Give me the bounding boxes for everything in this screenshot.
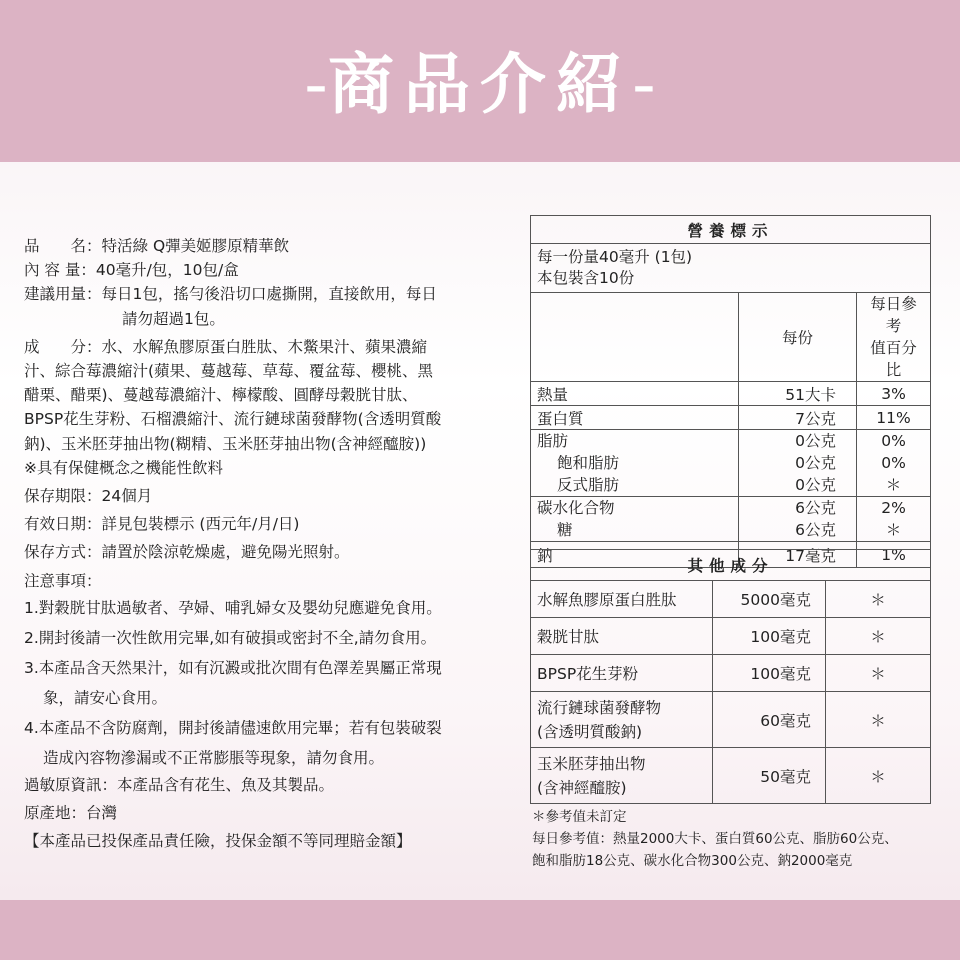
usage-row bbox=[24, 282, 524, 306]
other-pct: ＊ bbox=[826, 748, 931, 804]
nutrient-pct: ＊ bbox=[885, 476, 902, 494]
other-pct: ＊ bbox=[826, 581, 931, 618]
carb-group bbox=[531, 497, 739, 542]
other-name bbox=[531, 692, 713, 748]
nutrition-title: 營養標示 bbox=[531, 216, 931, 244]
other-pct: ＊ bbox=[826, 618, 931, 655]
other-pct: ＊ bbox=[826, 655, 931, 692]
other-name bbox=[531, 748, 713, 804]
footnote-daily-ref-cont: 飽和脂肪18公克、碳水化合物300公克、鈉2000毫克 bbox=[532, 853, 853, 869]
nutrient-name: 脂肪 bbox=[537, 432, 569, 450]
shelf-life: 保存期限：24個月 bbox=[24, 487, 153, 506]
notice-list bbox=[24, 593, 524, 773]
product-name-value: 特活綠 Q彈美姬膠原精華飲 bbox=[101, 237, 290, 255]
other-name: 穀胱甘肽 bbox=[531, 618, 713, 655]
health-note: ※具有保健概念之機能性飲料 bbox=[24, 458, 223, 477]
nutrient-amount: 0公克 bbox=[795, 432, 836, 450]
ingredients-line: 鈉)、玉米胚芽抽出物(糊精、玉米胚芽抽出物(含神經醯胺)) bbox=[24, 434, 427, 453]
fat-group bbox=[531, 430, 739, 497]
notice-item: 4.本產品不含防腐劑，開封後請儘速飲用完畢；若有包裝破裂 bbox=[24, 718, 442, 737]
other-name: 水解魚膠原蛋白胜肽 bbox=[531, 581, 713, 618]
ingredients-row bbox=[24, 335, 524, 359]
nutrient-amount: 6公克 bbox=[795, 521, 836, 539]
carb-amounts bbox=[739, 497, 857, 542]
ingredients-line: 水、水解魚膠原蛋白胜肽、木鱉果汁、蘋果濃縮 bbox=[101, 337, 428, 356]
nutrient-name: 糖 bbox=[557, 521, 573, 539]
nutrient-name: 蛋白質 bbox=[531, 406, 739, 430]
notice-label: 注意事項： bbox=[24, 571, 102, 590]
nutrient-name: 反式脂肪 bbox=[557, 476, 620, 494]
nutrient-amount: 17毫克 bbox=[739, 542, 857, 568]
product-info bbox=[24, 234, 524, 853]
nutrient-name: 熱量 bbox=[531, 382, 739, 406]
carb-pcts bbox=[857, 497, 931, 542]
usage-row-cont: 請勿超過1包。 bbox=[122, 309, 225, 328]
ingredients-line: 醋栗、醋栗)、蔓越莓濃縮汁、檸檬酸、圓酵母穀胱甘肽、 bbox=[24, 386, 418, 405]
product-name-row bbox=[24, 234, 524, 258]
ingredients-line: 汁、綜合莓濃縮汁(蘋果、蔓越莓、草莓、覆盆莓、櫻桃、黑 bbox=[24, 362, 434, 381]
ingredients-label: 成 分： bbox=[24, 337, 102, 356]
other-name: BPSP花生芽粉 bbox=[531, 655, 713, 692]
other-amount: 100毫克 bbox=[713, 618, 826, 655]
usage-value: 每日1包，搖勻後沿切口處撕開，直接飲用，每日 bbox=[101, 285, 437, 304]
other-name-line: (含透明質酸鈉) bbox=[537, 722, 643, 741]
other-name-line: (含神經醯胺) bbox=[537, 778, 627, 797]
ingredients-line: BPSP花生芽粉、石榴濃縮汁、流行鏈球菌發酵物(含透明質酸 bbox=[24, 410, 442, 429]
insurance-note: 【本產品已投保產品責任險，投保金額不等同理賠金額】 bbox=[24, 832, 412, 851]
volume-row bbox=[24, 258, 524, 282]
nutrient-pct: 0% bbox=[881, 454, 906, 472]
volume-label: 內 容 量： bbox=[24, 261, 96, 280]
page-title bbox=[0, 45, 960, 125]
col-daily-value bbox=[857, 293, 931, 382]
notice-item-cont: 象，請安心食用。 bbox=[43, 688, 168, 707]
notice-item-cont: 造成內容物滲漏或不正常膨脹等現象，請勿食用。 bbox=[43, 748, 385, 767]
nutrient-amount: 7公克 bbox=[739, 406, 857, 430]
product-name-label: 品 名： bbox=[24, 237, 102, 255]
nutrient-name: 鈉 bbox=[531, 542, 739, 568]
volume-value: 40毫升/包，10包/盒 bbox=[95, 261, 239, 280]
nutrient-pct: 3% bbox=[857, 382, 931, 406]
nutrient-name: 飽和脂肪 bbox=[557, 454, 620, 472]
col-daily-value-line: 每日參考 bbox=[870, 295, 917, 335]
other-name-line: 流行鏈球菌發酵物 bbox=[537, 698, 662, 717]
other-ingredients-table bbox=[530, 549, 931, 804]
footnotes bbox=[532, 806, 952, 872]
footnote-undefined: ＊參考值未訂定 bbox=[532, 809, 627, 825]
title-dash-right: - bbox=[632, 46, 656, 123]
origin: 原產地：台灣 bbox=[24, 804, 118, 823]
fat-amounts bbox=[739, 430, 857, 497]
header-blank bbox=[531, 293, 739, 382]
nutrient-pct: 11% bbox=[857, 406, 931, 430]
serving-size: 每一份量40毫升 (1包) bbox=[537, 248, 693, 266]
nutrient-amount: 0公克 bbox=[795, 476, 836, 494]
fat-pcts bbox=[857, 430, 931, 497]
nutrient-pct: 2% bbox=[881, 499, 906, 517]
other-pct: ＊ bbox=[826, 692, 931, 748]
expiry-date: 有效日期：詳見包裝標示 (西元年/月/日) bbox=[24, 515, 300, 534]
nutrient-pct: 0% bbox=[881, 432, 906, 450]
nutrient-pct: 1% bbox=[857, 542, 931, 568]
col-per-serving: 每份 bbox=[739, 293, 857, 382]
other-amount: 100毫克 bbox=[713, 655, 826, 692]
other-amount: 60毫克 bbox=[713, 692, 826, 748]
nutrient-pct: ＊ bbox=[885, 521, 902, 539]
nutrient-name: 碳水化合物 bbox=[537, 499, 615, 517]
usage-label: 建議用量： bbox=[24, 285, 102, 304]
title-text: 商品介紹 bbox=[328, 46, 632, 123]
serving-info bbox=[531, 244, 931, 293]
header-banner bbox=[0, 0, 960, 162]
notice-item: 1.對穀胱甘肽過敏者、孕婦、哺乳婦女及嬰幼兒應避免食用。 bbox=[24, 598, 442, 617]
notice-item: 3.本產品含天然果汁，如有沉澱或批次間有色澤差異屬正常現 bbox=[24, 658, 442, 677]
nutrition-table bbox=[530, 215, 931, 568]
col-daily-value-line: 值百分比 bbox=[870, 339, 917, 379]
title-dash-left: - bbox=[304, 46, 328, 123]
other-amount: 50毫克 bbox=[713, 748, 826, 804]
servings-per-pack: 本包裝含10份 bbox=[537, 269, 635, 287]
nutrient-amount: 51大卡 bbox=[739, 382, 857, 406]
other-title: 其他成分 bbox=[531, 550, 931, 581]
allergen-info: 過敏原資訊：本產品含有花生、魚及其製品。 bbox=[24, 775, 335, 794]
storage: 保存方式：請置於陰涼乾燥處，避免陽光照射。 bbox=[24, 543, 350, 562]
footer-banner bbox=[0, 900, 960, 960]
footnote-daily-ref: 每日參考值：熱量2000大卡、蛋白質60公克、脂肪60公克、 bbox=[532, 831, 898, 847]
nutrient-amount: 6公克 bbox=[795, 499, 836, 517]
notice-item: 2.開封後請一次性飲用完畢,如有破損或密封不全,請勿食用。 bbox=[24, 628, 437, 647]
nutrient-amount: 0公克 bbox=[795, 454, 836, 472]
other-amount: 5000毫克 bbox=[713, 581, 826, 618]
other-name-line: 玉米胚芽抽出物 bbox=[537, 754, 646, 773]
